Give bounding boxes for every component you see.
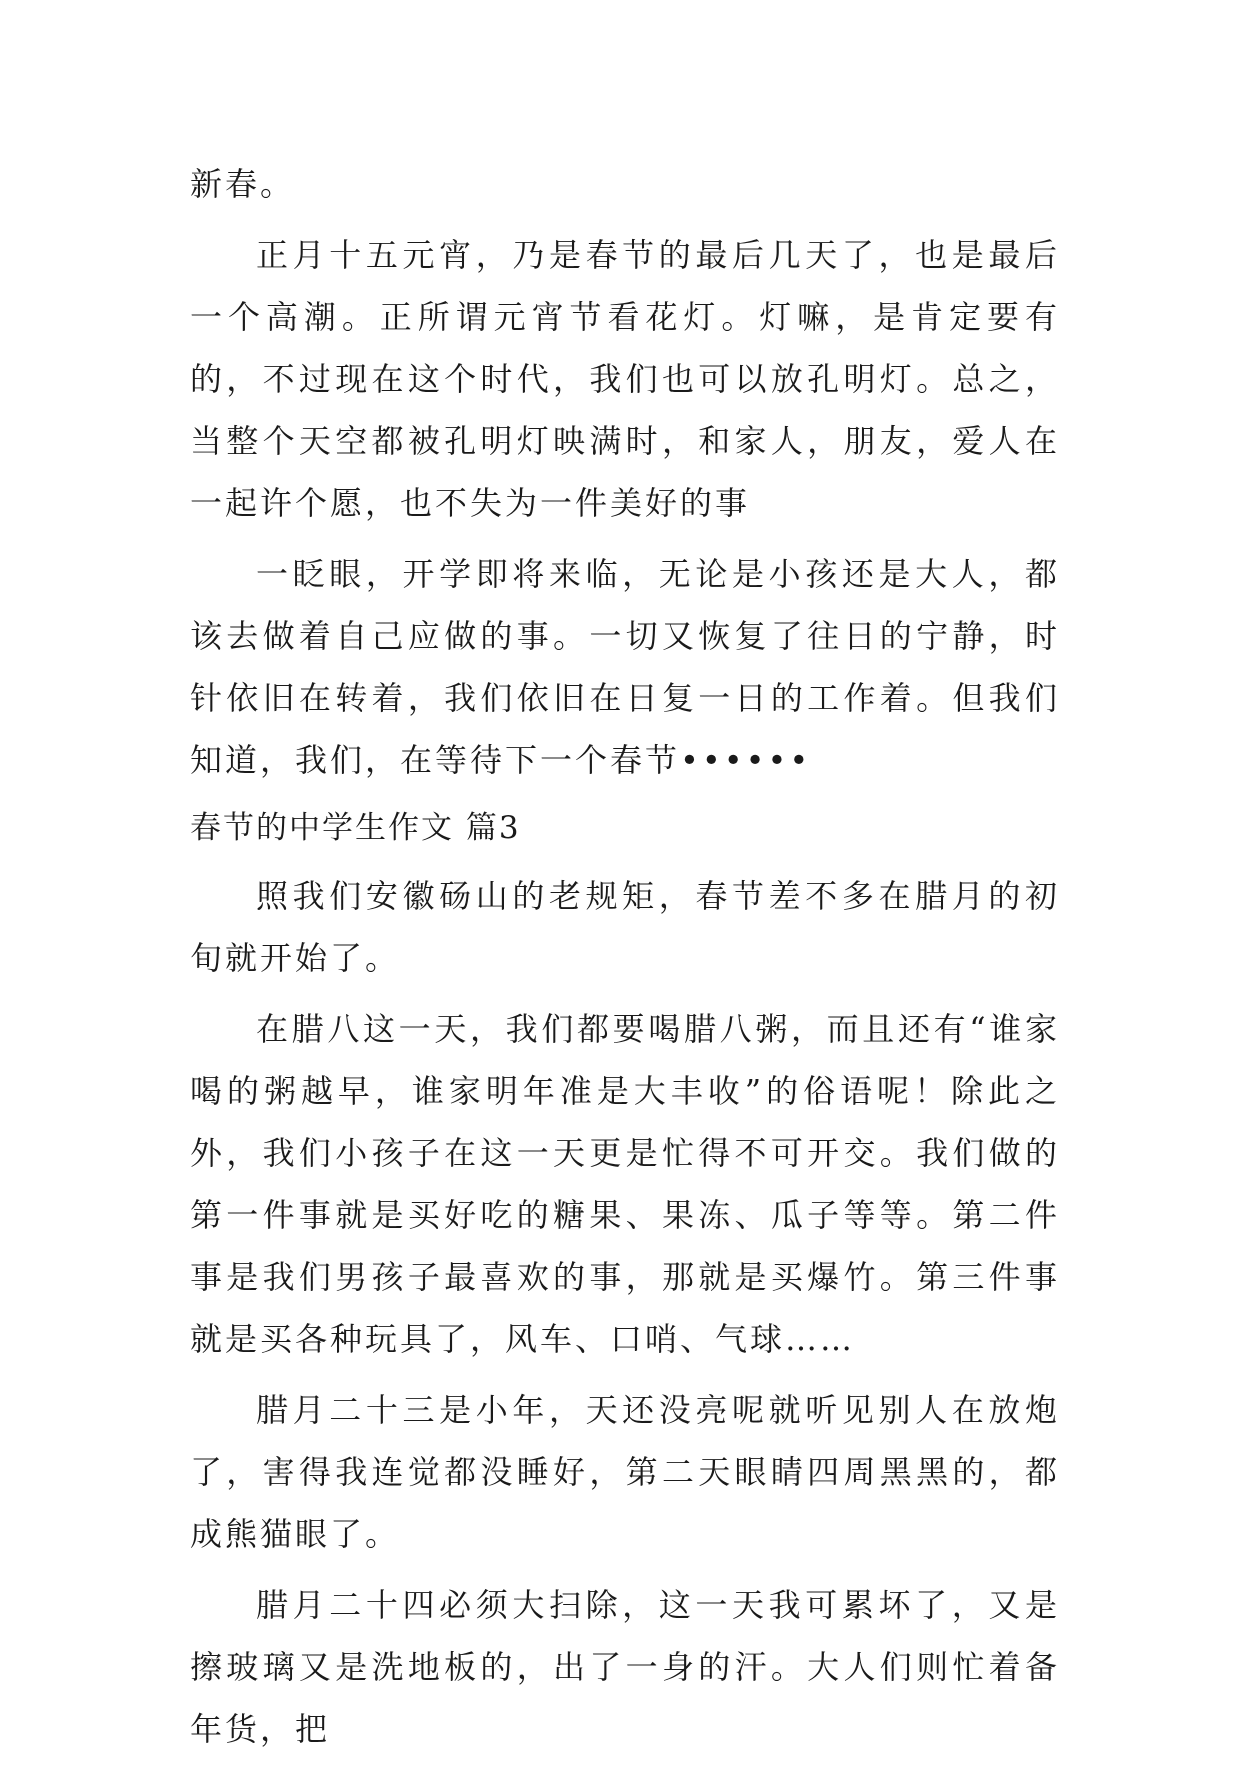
paragraph: 腊月二十四必须大扫除，这一天我可累坏了，又是擦玻璃又是洗地板的，出了一身的汗。大人们则忙着备年货，把 — [190, 1586, 1060, 1748]
paragraph: 一眨眼，开学即将来临，无论是小孩还是大人，都该去做着自己应做的事。一切又恢复了往日的宁静，时针依旧在转着，我们依旧在日复一日的工作着。但我们知道，我们，在等待下一个春节•••••• — [190, 555, 1060, 779]
article-body — [190, 153, 1060, 1769]
paragraph: 腊月二十三是小年，天还没亮呢就听见别人在放炮了，害得我连觉都没睡好，第二天眼睛四周黑黑的，都成熊猫眼了。 — [190, 1391, 1060, 1553]
paragraph: 新春。 — [190, 165, 296, 203]
paragraph: 正月十五元宵，乃是春节的最后几天了，也是最后一个高潮。正所谓元宵节看花灯。灯嘛，是肯定要有的，不过现在这个时代，我们也可以放孔明灯。总之，当整个天空都被孔明灯映满时，和家人，朋友，爱人在一起许个愿，也不失为一件美好的事 — [190, 236, 1060, 522]
section-heading: 春节的中学生作文 篇3 — [190, 810, 521, 846]
paragraph: 在腊八这一天，我们都要喝腊八粥，而且还有“谁家喝的粥越早，谁家明年准是大丰收”的俗语呢！除此之外，我们小孩子在这一天更是忙得不可开交。我们做的第一件事就是买好吃的糖果、果冻、瓜子等等。第二件事是我们男孩子最喜欢的事，那就是买爆竹。第三件事就是买各种玩具了，风车、口哨、气球…… — [190, 1010, 1060, 1358]
paragraph: 照我们安徽砀山的老规矩，春节差不多在腊月的初旬就开始了。 — [190, 877, 1060, 977]
